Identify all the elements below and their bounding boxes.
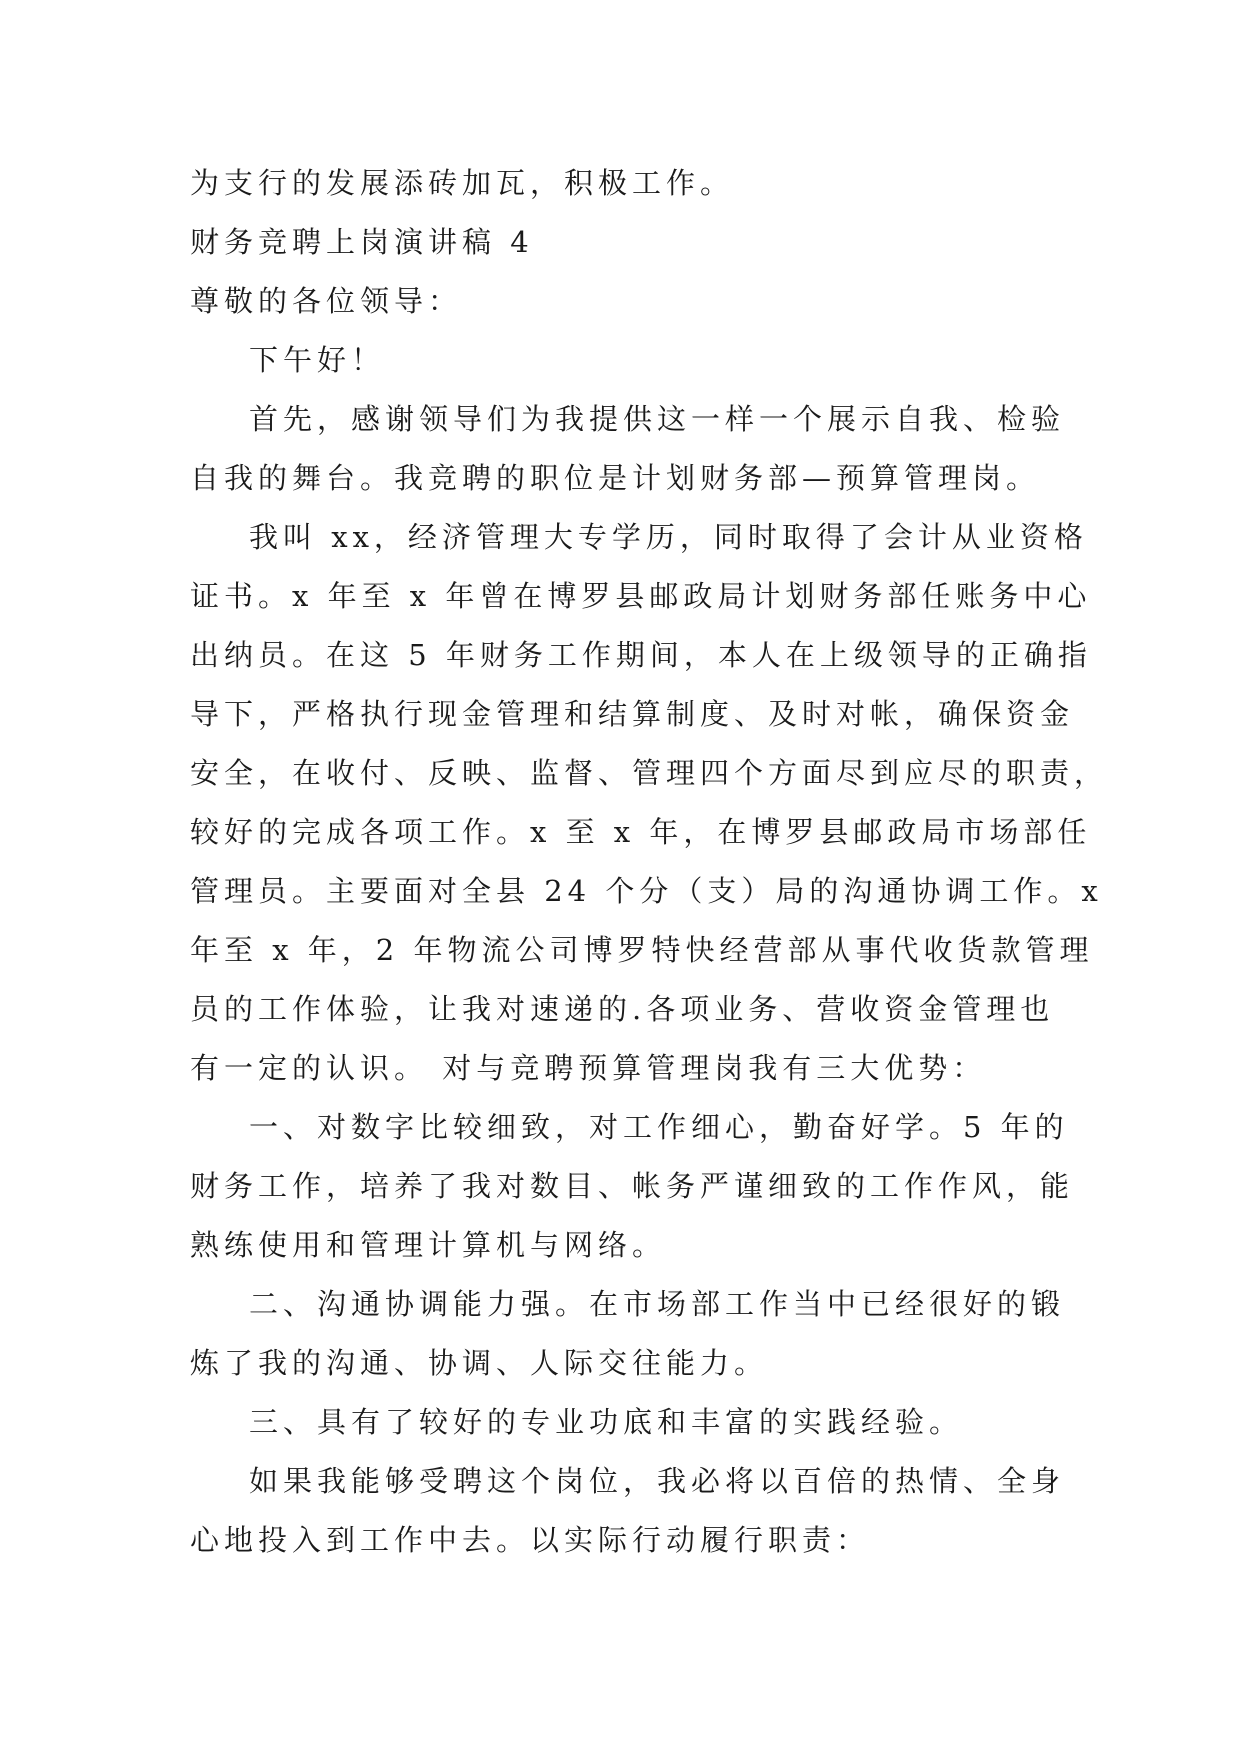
text-line: 炼了我的沟通、协调、人际交往能力。 <box>190 1346 769 1380</box>
greeting: 下午好！ <box>249 343 386 377</box>
document-body <box>190 162 1109 1578</box>
text-line: 导下，严格执行现金管理和结算制度、及时对帐，确保资金 <box>190 697 1075 731</box>
text-line: 财务工作，培养了我对数目、帐务严谨细致的工作作风，能 <box>190 1169 1075 1203</box>
paragraph <box>190 1401 1052 1443</box>
text-line: 出纳员。在这 5 年财务工作期间，本人在上级领导的正确指 <box>190 638 1092 672</box>
text-line: 二、沟通协调能力强。在市场部工作当中已经很好的锻 <box>249 1287 1066 1321</box>
text-line: 年至 x 年，2 年物流公司博罗特快经营部从事代收货款管理 <box>190 933 1094 967</box>
text-line: 我叫 xx，经济管理大专学历，同时取得了会计从业资格 <box>249 520 1088 554</box>
text-line: 员的工作体验，让我对速递的.各项业务、营收资金管理也 <box>190 992 1055 1026</box>
text-line: 三、具有了较好的专业功底和丰富的实践经验。 <box>249 1405 964 1439</box>
salutation: 尊敬的各位领导： <box>190 284 463 318</box>
text-line: 首先，感谢领导们为我提供这一样一个展示自我、检验 <box>249 402 1066 436</box>
text-line: 管理员。主要面对全县 24 个分（支）局的沟通协调工作。x <box>190 874 1103 908</box>
paragraph <box>190 516 1109 1089</box>
text-line: 较好的完成各项工作。x 至 x 年，在博罗县邮政局市场部任 <box>190 815 1092 849</box>
text-line: 如果我能够受聘这个岗位，我必将以百倍的热情、全身 <box>249 1464 1066 1498</box>
text-line: 一、对数字比较细致，对工作细心，勤奋好学。5 年的 <box>249 1110 1069 1144</box>
text-line: 有一定的认识。 对与竞聘预算管理岗我有三大优势： <box>190 1051 987 1085</box>
text-line: 为支行的发展添砖加瓦，积极工作。 <box>190 166 735 200</box>
text-line: 安全，在收付、反映、监督、管理四个方面尽到应尽的职责， <box>190 756 1109 790</box>
text-line: 熟练使用和管理计算机与网络。 <box>190 1228 667 1262</box>
text-line: 自我的舞台。我竞聘的职位是计划财务部—预算管理岗。 <box>190 461 1041 495</box>
paragraph <box>190 1106 1075 1266</box>
text-line: 证书。x 年至 x 年曾在博罗县邮政局计划财务部任账务中心 <box>190 579 1092 613</box>
section-title: 财务竞聘上岗演讲稿 4 <box>190 225 534 259</box>
text-line: 心地投入到工作中去。以实际行动履行职责： <box>190 1523 871 1557</box>
paragraph <box>190 1460 1066 1561</box>
paragraph <box>190 398 1066 499</box>
paragraph <box>190 1283 1066 1384</box>
